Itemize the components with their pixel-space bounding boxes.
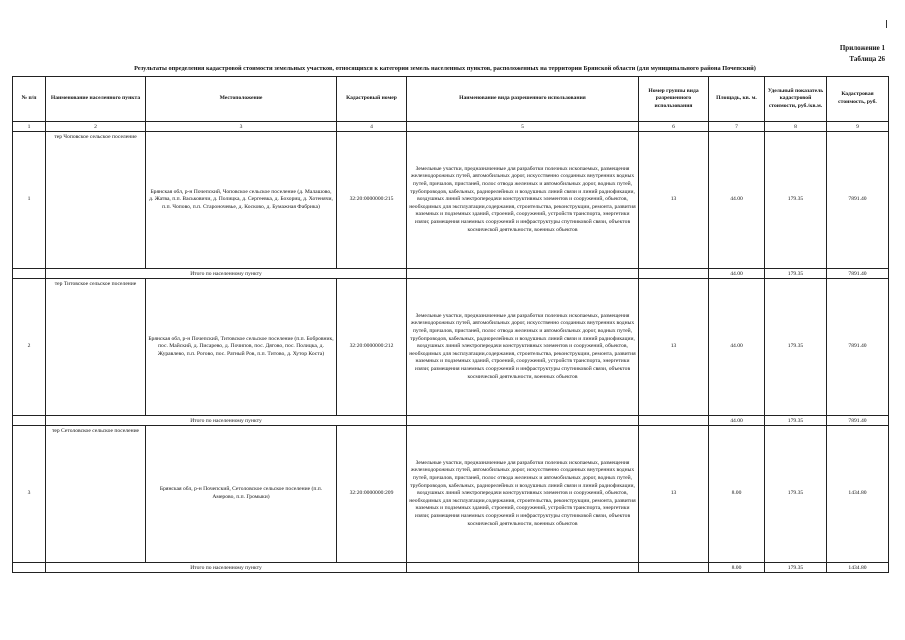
column-number: 9 (827, 122, 889, 132)
permitted-use: Земельные участки, предназначенные для разработки полезных ископаемых, размещения железнодорожных путей, автомобильных дорог, искусственно созданных внутренних водных путей, причалов, пристаней, полос отвода железных и автомобильных дорог, водных путей, трубопроводов, кабельных, радиорелейных и воздушных линий связи и линий радиофикации, воздушных линий электропередачи конструктивных элементов и сооружений, объектов, необходимых для эксплуатации,содержания, строительства, реконструкции, ремонта, развития наземных и подземных зданий, строений, сооружений, устройств транспорта, энергетики изязи; размещения наземных сооружений и инфраструктуры спутниковой связи, объектов космической деятельности, военных объектов (407, 426, 639, 563)
header-cadastral-value: Кадастровая стоимость, руб. (827, 77, 889, 122)
total-rate: 179.35 (765, 269, 827, 279)
total-empty (407, 269, 639, 279)
column-number: 4 (337, 122, 407, 132)
total-label-text: Итого по населенному пункту (190, 270, 262, 277)
appendix-line: Приложение 1 (839, 44, 885, 52)
total-area: 8.00 (709, 563, 765, 573)
total-empty (639, 563, 709, 573)
unit-rate: 179.35 (765, 132, 827, 269)
location-cell: Брянская обл, р-н Почепский, Сетоловское сельское поселение (п.п. Амерово, п.п. Громыки) (146, 426, 337, 563)
total-area: 44.00 (709, 269, 765, 279)
use-group: 13 (639, 279, 709, 416)
settlement-name: тер Титовское сельское поселение (54, 281, 137, 287)
area-value: 44.00 (709, 279, 765, 416)
total-empty (639, 269, 709, 279)
total-row (13, 269, 889, 279)
header-use-group: Номер группы вида разрешенного использования (639, 77, 709, 122)
total-empty (13, 563, 46, 573)
table-row (13, 132, 889, 269)
unit-rate: 179.35 (765, 426, 827, 563)
column-number: 3 (146, 122, 337, 132)
cadastral-number: 32:20:0000000:215 (337, 132, 407, 269)
column-number: 6 (639, 122, 709, 132)
cadastral-value: 1434.80 (827, 426, 889, 563)
row-number: 2 (13, 279, 46, 416)
row-number: 3 (13, 426, 46, 563)
header-settlement: Наименование населенного пункта (46, 77, 146, 122)
unit-rate: 179.35 (765, 279, 827, 416)
total-empty (13, 416, 46, 426)
header-unit-rate: Удельный показатель кадастровой стоимости, руб./кв.м. (765, 77, 827, 122)
cadastral-number: 32:20:0000000:212 (337, 279, 407, 416)
cadastral-value: 7891.40 (827, 279, 889, 416)
column-number: 8 (765, 122, 827, 132)
header-permitted-use: Наименование вида разрешенного использования (407, 77, 639, 122)
area-value: 8.00 (709, 426, 765, 563)
total-label (46, 269, 407, 279)
total-rate: 179.35 (765, 416, 827, 426)
settlement-cell (46, 132, 146, 269)
use-group: 13 (639, 426, 709, 563)
settlement-name: тер Чоповское сельское поселение (54, 134, 137, 140)
permitted-use: Земельные участки, предназначенные для разработки полезных ископаемых, размещения железнодорожных путей, автомобильных дорог, искусственно созданных внутренних водных путей, причалов, пристаней, полос отвода железных и автомобильных дорог, водных путей, трубопроводов, кабельных, радиорелейных и воздушных линий связи и линий радиофикации, воздушных линий электропередачи конструктивных элементов и сооружений, объектов, необходимых для эксплуатации,содержания, строительства, реконструкции, ремонта, развития наземных и подземных зданий, строений, сооружений, устройств транспорта, энергетики изязи; размещения наземных сооружений и инфраструктуры спутниковой связи, объектов космической деятельности, военных объектов (407, 132, 639, 269)
cadastral-value-table (12, 76, 889, 573)
column-number: 7 (709, 122, 765, 132)
area-value: 44.00 (709, 132, 765, 269)
page-corner-mark (886, 20, 887, 28)
header-cadastral-number: Кадастровый номер (337, 77, 407, 122)
total-empty (407, 563, 639, 573)
document-title: Результаты определения кадастровой стоимости земельных участков, относящихся к категории земель населенных пунктов, расположенных на территории Брянской области (для муниципального района Почепский) (134, 65, 756, 72)
location-cell: Брянская обл, р-н Почепский, Титовское сельское поселение (п.п. Бобровник, пос. Майский, д. Писарево, д. Почипов, пос. Дягово, пос. Полицка, д. Журавлево, п.п. Рогово, пос. Ратный Ров, п.п. Титово, д. Хутор Коста) (146, 279, 337, 416)
header-location: Местоположение (146, 77, 337, 122)
cadastral-value: 7891.40 (827, 132, 889, 269)
table-row (13, 426, 889, 563)
total-rate: 179.35 (765, 563, 827, 573)
total-value: 1434.80 (827, 563, 889, 573)
header-area: Площадь, кв. м. (709, 77, 765, 122)
total-empty (639, 416, 709, 426)
total-label-text: Итого по населенному пункту (190, 417, 262, 424)
permitted-use: Земельные участки, предназначенные для разработки полезных ископаемых, размещения железнодорожных путей, автомобильных дорог, искусственно созданных внутренних водных путей, причалов, пристаней, полос отвода железных и автомобильных дорог, водных путей, трубопроводов, кабельных, радиорелейных и воздушных линий связи и линий радиофикации, воздушных линий электропередачи конструктивных элементов и сооружений, объектов, необходимых для эксплуатации,содержания, строительства, реконструкции, ремонта, развития наземных и подземных зданий, строений, сооружений, устройств транспорта, энергетики изязи; размещения наземных сооружений и инфраструктуры спутниковой связи, объектов космической деятельности, военных объектов (407, 279, 639, 416)
table-number: Таблица 26 (849, 55, 885, 63)
column-number-row (13, 122, 889, 132)
total-empty (407, 416, 639, 426)
appendix-label (840, 43, 885, 65)
header-number: № п/п (13, 77, 46, 122)
row-number: 1 (13, 132, 46, 269)
column-number: 2 (46, 122, 146, 132)
header-row (13, 77, 889, 122)
settlement-name: тер Сетоловское сельское поселение (51, 428, 140, 434)
total-label (46, 416, 407, 426)
total-value: 7891.40 (827, 269, 889, 279)
table-row (13, 279, 889, 416)
settlement-cell (46, 426, 146, 563)
total-row (13, 563, 889, 573)
total-value: 7891.40 (827, 416, 889, 426)
total-area: 44.00 (709, 416, 765, 426)
total-empty (13, 269, 46, 279)
column-number: 5 (407, 122, 639, 132)
total-label-text: Итого по населенному пункту (190, 564, 262, 571)
settlement-cell (46, 279, 146, 416)
use-group: 13 (639, 132, 709, 269)
total-row (13, 416, 889, 426)
total-label (46, 563, 407, 573)
cadastral-number: 32:20:0000000:209 (337, 426, 407, 563)
column-number: 1 (13, 122, 46, 132)
location-cell: Брянская обл, р-н Почепский, Чоповское сельское поселение (д. Малашово, д. Жатва, п.п. Васьковичи, д. Полицка, д. Сергеевка, д. Бохориц, д. Хотенячи, п.п. Чопово, п.п. Староночевье, д. Косково, д. Бумажная Фабрика) (146, 132, 337, 269)
